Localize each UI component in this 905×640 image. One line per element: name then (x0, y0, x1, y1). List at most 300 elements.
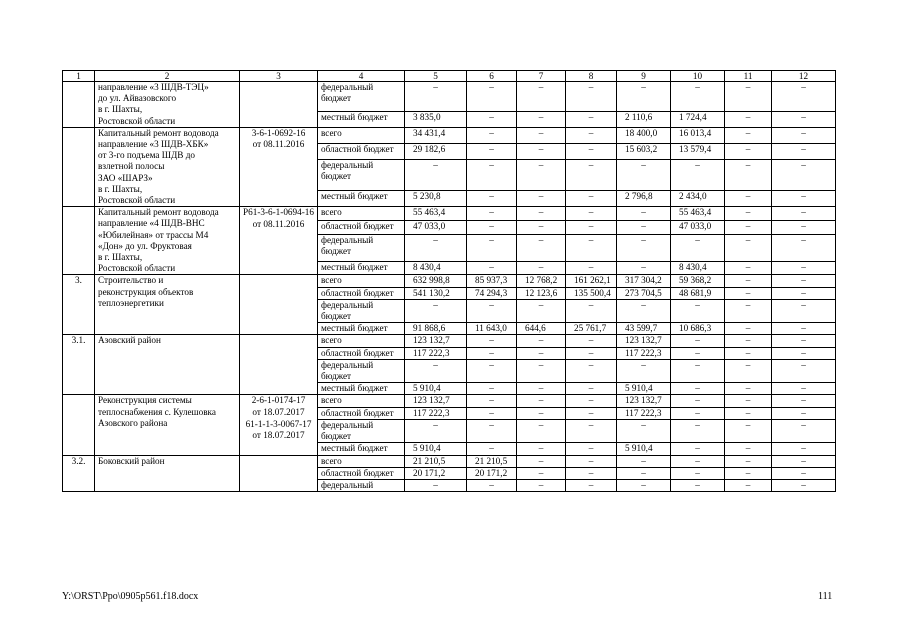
amount-cell: 117 222,3 (405, 407, 467, 419)
amount-cell: 12 123,6 (517, 287, 566, 299)
amount-cell: – (725, 443, 772, 455)
funding-source-cell: федеральный бюджет (318, 160, 405, 191)
amount-cell: 25 761,7 (566, 323, 617, 335)
amount-cell: – (617, 467, 671, 479)
item-name-line: Ростовской области (98, 263, 176, 274)
funding-source-cell: областной бюджет (318, 347, 405, 359)
amount-cell: – (566, 335, 617, 347)
amount-cell: – (566, 347, 617, 359)
amount-cell: – (725, 275, 772, 287)
amount-cell: – (725, 261, 772, 275)
amount-cell: – (566, 299, 617, 322)
amount-cell: 43 599,7 (617, 323, 671, 335)
amount-cell: – (405, 299, 467, 322)
amount-cell: – (405, 359, 467, 382)
amount-cell: – (725, 82, 772, 112)
amount-cell: 273 704,5 (617, 287, 671, 299)
document-number-cell (240, 335, 318, 395)
amount-cell: – (517, 455, 566, 467)
amount-cell: 2 434,0 (671, 191, 725, 207)
amount-cell: 34 431,4 (405, 127, 467, 143)
amount-cell: 85 937,3 (467, 275, 517, 287)
amount-cell: – (725, 127, 772, 143)
amount-cell: – (671, 359, 725, 382)
item-name-line: Азовского района (98, 417, 168, 428)
amount-cell: – (405, 479, 467, 491)
amount-cell: – (517, 112, 566, 128)
column-number-cell: 6 (467, 71, 517, 82)
funding-source-cell: местный бюджет (318, 112, 405, 128)
column-number-cell: 7 (517, 71, 566, 82)
amount-cell: – (566, 143, 617, 159)
amount-cell: 135 500,4 (566, 287, 617, 299)
amount-cell: – (772, 479, 836, 491)
amount-cell: – (671, 82, 725, 112)
table-row (63, 395, 836, 407)
amount-cell: – (617, 234, 671, 261)
column-number-cell: 12 (772, 71, 836, 82)
document-number-cell (240, 275, 318, 335)
item-name-line: взлетной полосы (98, 161, 165, 172)
amount-cell: 18 400,0 (617, 127, 671, 143)
column-number-cell: 2 (95, 71, 240, 82)
amount-cell: 317 304,2 (617, 275, 671, 287)
column-number-cell: 9 (617, 71, 671, 82)
item-name-line: Азовский район (98, 335, 161, 346)
item-name-cell (95, 455, 240, 492)
amount-cell: 11 643,0 (467, 323, 517, 335)
amount-cell: – (725, 383, 772, 395)
item-name-line: реконструкция объектов (98, 286, 194, 297)
document-number-line: от 18.07.2017 (252, 430, 305, 441)
amount-cell: – (772, 443, 836, 455)
amount-cell: 20 171,2 (405, 467, 467, 479)
item-name-cell (95, 335, 240, 395)
amount-cell: 1 724,4 (671, 112, 725, 128)
amount-cell: – (671, 467, 725, 479)
amount-cell: – (772, 347, 836, 359)
funding-source-cell: всего (318, 127, 405, 143)
item-name-cell (95, 275, 240, 335)
item-name-cell (95, 207, 240, 275)
funding-source-cell: областной бюджет (318, 467, 405, 479)
amount-cell: – (772, 275, 836, 287)
amount-cell: 161 262,1 (566, 275, 617, 287)
column-number-cell: 10 (671, 71, 725, 82)
amount-cell: 117 222,3 (405, 347, 467, 359)
amount-cell: 10 686,3 (671, 323, 725, 335)
item-number-cell: 3.2. (63, 455, 95, 492)
amount-cell: – (566, 207, 617, 221)
funding-source-cell: областной бюджет (318, 407, 405, 419)
amount-cell: – (467, 191, 517, 207)
table-row (63, 207, 836, 221)
column-number-cell: 5 (405, 71, 467, 82)
amount-cell: – (772, 143, 836, 159)
funding-source-cell: всего (318, 395, 405, 407)
amount-cell: – (671, 419, 725, 442)
budget-table (62, 70, 836, 492)
amount-cell: – (467, 112, 517, 128)
item-name-cell (95, 127, 240, 206)
amount-cell: – (725, 287, 772, 299)
amount-cell: – (566, 221, 617, 235)
amount-cell: 47 033,0 (671, 221, 725, 235)
amount-cell: – (617, 207, 671, 221)
document-number-cell (240, 207, 318, 275)
item-number-cell: 3. (63, 275, 95, 335)
funding-source-cell: местный бюджет (318, 261, 405, 275)
amount-cell: – (772, 287, 836, 299)
amount-cell: 123 132,7 (617, 395, 671, 407)
table-row (63, 82, 836, 112)
amount-cell: – (566, 395, 617, 407)
item-name-line: Ростовской области (98, 115, 176, 126)
amount-cell: – (617, 455, 671, 467)
amount-cell: 91 868,6 (405, 323, 467, 335)
item-name-line: Строительство и (98, 275, 164, 286)
amount-cell: 13 579,4 (671, 143, 725, 159)
amount-cell: – (405, 419, 467, 442)
amount-cell: – (772, 359, 836, 382)
amount-cell: – (671, 335, 725, 347)
amount-cell: – (517, 395, 566, 407)
amount-cell: – (566, 191, 617, 207)
amount-cell: – (617, 479, 671, 491)
amount-cell: – (772, 82, 836, 112)
amount-cell: – (517, 234, 566, 261)
amount-cell: – (617, 82, 671, 112)
item-number-cell (63, 395, 95, 455)
amount-cell: – (467, 479, 517, 491)
amount-cell: – (772, 335, 836, 347)
table-row (63, 455, 836, 467)
amount-cell: – (566, 383, 617, 395)
amount-cell: – (725, 143, 772, 159)
footer-file-path: Y:\ORST\Ppo\0905p561.f18.docx (62, 591, 199, 602)
amount-cell: – (725, 234, 772, 261)
amount-cell: – (467, 395, 517, 407)
item-name-line: теплоэнергетики (98, 297, 164, 308)
amount-cell: 48 681,9 (671, 287, 725, 299)
amount-cell: – (725, 335, 772, 347)
column-number-cell: 4 (318, 71, 405, 82)
amount-cell: – (566, 234, 617, 261)
funding-source-cell: федеральный бюджет (318, 234, 405, 261)
amount-cell: – (467, 261, 517, 275)
amount-cell: 8 430,4 (405, 261, 467, 275)
amount-cell: – (517, 143, 566, 159)
amount-cell: – (566, 455, 617, 467)
amount-cell: – (725, 455, 772, 467)
amount-cell: 5 230,8 (405, 191, 467, 207)
amount-cell: – (467, 234, 517, 261)
amount-cell: 21 210,5 (405, 455, 467, 467)
item-name-line: Боковский район (98, 455, 165, 466)
amount-cell: 5 910,4 (617, 443, 671, 455)
amount-cell: – (467, 82, 517, 112)
amount-cell: 5 910,4 (617, 383, 671, 395)
amount-cell: – (617, 419, 671, 442)
table-row (63, 275, 836, 287)
amount-cell: – (725, 479, 772, 491)
amount-cell: 5 910,4 (405, 443, 467, 455)
amount-cell: – (772, 261, 836, 275)
item-name-line: направление «3 ШДВ-ХБК» (98, 139, 209, 150)
amount-cell: – (566, 467, 617, 479)
item-number-cell (63, 127, 95, 206)
item-name-line: в г. Шахты, (98, 104, 143, 115)
footer-page-number: 111 (818, 591, 833, 602)
amount-cell: – (405, 234, 467, 261)
amount-cell: – (467, 221, 517, 235)
amount-cell: – (405, 82, 467, 112)
document-number-line: 3-6-1-0692-16 (251, 127, 306, 138)
amount-cell: – (517, 383, 566, 395)
document-number-cell (240, 395, 318, 455)
amount-cell: – (467, 383, 517, 395)
amount-cell: 3 835,0 (405, 112, 467, 128)
funding-source-cell: федеральный бюджет (318, 299, 405, 322)
amount-cell: – (517, 443, 566, 455)
amount-cell: – (772, 395, 836, 407)
item-number-cell (63, 207, 95, 275)
item-name-line: до ул. Айвазовского (98, 93, 177, 104)
amount-cell: – (772, 221, 836, 235)
amount-cell: – (725, 359, 772, 382)
amount-cell: – (517, 407, 566, 419)
amount-cell: – (566, 82, 617, 112)
amount-cell: – (725, 160, 772, 191)
amount-cell: – (467, 160, 517, 191)
amount-cell: – (566, 407, 617, 419)
funding-source-cell: областной бюджет (318, 287, 405, 299)
amount-cell: 29 182,6 (405, 143, 467, 159)
amount-cell: – (467, 127, 517, 143)
item-name-line: Ростовской области (98, 195, 176, 206)
item-name-line: «Дон» до ул. Фруктовая (98, 240, 192, 251)
item-name-line: от 3-го подъема ШДВ до (98, 150, 195, 161)
funding-source-cell: местный бюджет (318, 443, 405, 455)
amount-cell: – (671, 479, 725, 491)
amount-cell: 20 171,2 (467, 467, 517, 479)
amount-cell: 16 013,4 (671, 127, 725, 143)
column-number-cell: 1 (63, 71, 95, 82)
amount-cell: – (467, 299, 517, 322)
amount-cell: – (467, 335, 517, 347)
funding-source-cell: федеральный бюджет (318, 419, 405, 442)
document-number-line: от 08.11.2016 (252, 218, 305, 229)
amount-cell: – (772, 207, 836, 221)
amount-cell: – (467, 359, 517, 382)
amount-cell: 21 210,5 (467, 455, 517, 467)
amount-cell: – (772, 455, 836, 467)
amount-cell: 117 222,3 (617, 407, 671, 419)
amount-cell: – (772, 467, 836, 479)
amount-cell: – (772, 383, 836, 395)
item-number-cell (63, 82, 95, 128)
item-name-line: в г. Шахты, (98, 252, 143, 263)
amount-cell: 59 368,2 (671, 275, 725, 287)
amount-cell: – (566, 160, 617, 191)
amount-cell: 47 033,0 (405, 221, 467, 235)
amount-cell: – (772, 323, 836, 335)
amount-cell: – (725, 221, 772, 235)
amount-cell: – (467, 347, 517, 359)
funding-source-cell: областной бюджет (318, 143, 405, 159)
amount-cell: – (725, 112, 772, 128)
amount-cell: – (772, 191, 836, 207)
amount-cell: – (725, 299, 772, 322)
amount-cell: – (467, 443, 517, 455)
amount-cell: 123 132,7 (617, 335, 671, 347)
funding-source-cell: всего (318, 207, 405, 221)
amount-cell: 2 110,6 (617, 112, 671, 128)
amount-cell: – (725, 467, 772, 479)
document-number-cell (240, 82, 318, 128)
amount-cell: – (566, 419, 617, 442)
amount-cell: – (725, 407, 772, 419)
item-name-line: «Юбилейная» от трассы М4 (98, 229, 209, 240)
column-number-cell: 8 (566, 71, 617, 82)
item-name-line: Капитальный ремонт водовода (98, 127, 219, 138)
amount-cell: – (772, 112, 836, 128)
amount-cell: 55 463,4 (405, 207, 467, 221)
item-name-line: направление «3 ШДВ-ТЭЦ» (98, 82, 209, 92)
amount-cell: – (772, 299, 836, 322)
amount-cell: – (617, 299, 671, 322)
amount-cell: – (405, 160, 467, 191)
amount-cell: – (517, 479, 566, 491)
item-name-line: теплоснабжения с. Кулешовка (98, 406, 216, 417)
amount-cell: – (517, 221, 566, 235)
amount-cell: – (517, 82, 566, 112)
amount-cell: 541 130,2 (405, 287, 467, 299)
item-name-line: ЗАО «ШАРЗ» (98, 172, 153, 183)
amount-cell: – (725, 191, 772, 207)
amount-cell: – (725, 395, 772, 407)
funding-source-cell: федеральный бюджет (318, 359, 405, 382)
amount-cell: – (671, 443, 725, 455)
amount-cell: 15 603,2 (617, 143, 671, 159)
amount-cell: 55 463,4 (671, 207, 725, 221)
item-name-line: направление «4 ШДВ-ВНС (98, 218, 205, 229)
amount-cell: – (725, 347, 772, 359)
amount-cell: – (772, 234, 836, 261)
funding-source-cell: всего (318, 275, 405, 287)
amount-cell: – (617, 221, 671, 235)
amount-cell: – (566, 261, 617, 275)
amount-cell: 8 430,4 (671, 261, 725, 275)
amount-cell: – (671, 455, 725, 467)
amount-cell: – (566, 112, 617, 128)
amount-cell: – (725, 419, 772, 442)
amount-cell: 644,6 (517, 323, 566, 335)
amount-cell: 117 222,3 (617, 347, 671, 359)
amount-cell: – (772, 127, 836, 143)
item-name-line: Реконструкция системы (98, 395, 192, 406)
header-row (63, 71, 836, 82)
amount-cell: 74 294,3 (467, 287, 517, 299)
amount-cell: – (517, 467, 566, 479)
amount-cell: – (566, 127, 617, 143)
amount-cell: – (725, 207, 772, 221)
amount-cell: – (517, 207, 566, 221)
amount-cell: – (617, 359, 671, 382)
amount-cell: – (725, 323, 772, 335)
item-number-cell: 3.1. (63, 335, 95, 395)
amount-cell: 2 796,8 (617, 191, 671, 207)
amount-cell: – (671, 347, 725, 359)
amount-cell: – (671, 395, 725, 407)
amount-cell: – (517, 261, 566, 275)
amount-cell: – (517, 347, 566, 359)
funding-source-cell: всего (318, 455, 405, 467)
amount-cell: – (467, 407, 517, 419)
item-name-cell (95, 82, 240, 128)
funding-source-cell: федеральный бюджет (318, 82, 405, 112)
amount-cell: – (772, 407, 836, 419)
table-row (63, 335, 836, 347)
item-name-cell (95, 395, 240, 455)
document-page (62, 70, 835, 492)
amount-cell: – (566, 359, 617, 382)
amount-cell: – (467, 143, 517, 159)
amount-cell: 5 910,4 (405, 383, 467, 395)
amount-cell: – (467, 207, 517, 221)
amount-cell: – (517, 419, 566, 442)
document-number-line: от 18.07.2017 (252, 407, 305, 418)
amount-cell: – (671, 160, 725, 191)
amount-cell: – (617, 261, 671, 275)
amount-cell: 123 132,7 (405, 335, 467, 347)
amount-cell: – (566, 479, 617, 491)
amount-cell: – (671, 407, 725, 419)
amount-cell: – (517, 127, 566, 143)
funding-source-cell: местный бюджет (318, 383, 405, 395)
funding-source-cell: местный бюджет (318, 191, 405, 207)
amount-cell: – (671, 299, 725, 322)
amount-cell: – (517, 359, 566, 382)
funding-source-cell: областной бюджет (318, 221, 405, 235)
amount-cell: – (671, 383, 725, 395)
document-number-line: 2-6-1-0174-17 (251, 395, 306, 406)
funding-source-cell: местный бюджет (318, 323, 405, 335)
amount-cell: – (517, 299, 566, 322)
document-number-line: 61-1-1-3-0067-17 (245, 418, 312, 429)
amount-cell: – (517, 335, 566, 347)
amount-cell: – (671, 234, 725, 261)
table-row (63, 127, 836, 143)
document-number-cell (240, 127, 318, 206)
funding-source-cell: всего (318, 335, 405, 347)
document-number-cell (240, 455, 318, 492)
document-number-line: Р61-3-6-1-0694-16 (243, 207, 314, 218)
amount-cell: 12 768,2 (517, 275, 566, 287)
amount-cell: – (517, 191, 566, 207)
funding-source-cell: федеральный (318, 479, 405, 491)
amount-cell: – (772, 419, 836, 442)
amount-cell: – (566, 443, 617, 455)
column-number-cell: 11 (725, 71, 772, 82)
amount-cell: 123 132,7 (405, 395, 467, 407)
amount-cell: – (617, 160, 671, 191)
amount-cell: – (517, 160, 566, 191)
item-name-line: в г. Шахты, (98, 183, 143, 194)
amount-cell: – (772, 160, 836, 191)
item-name-line: Капитальный ремонт водовода (98, 207, 219, 218)
column-number-cell: 3 (240, 71, 318, 82)
